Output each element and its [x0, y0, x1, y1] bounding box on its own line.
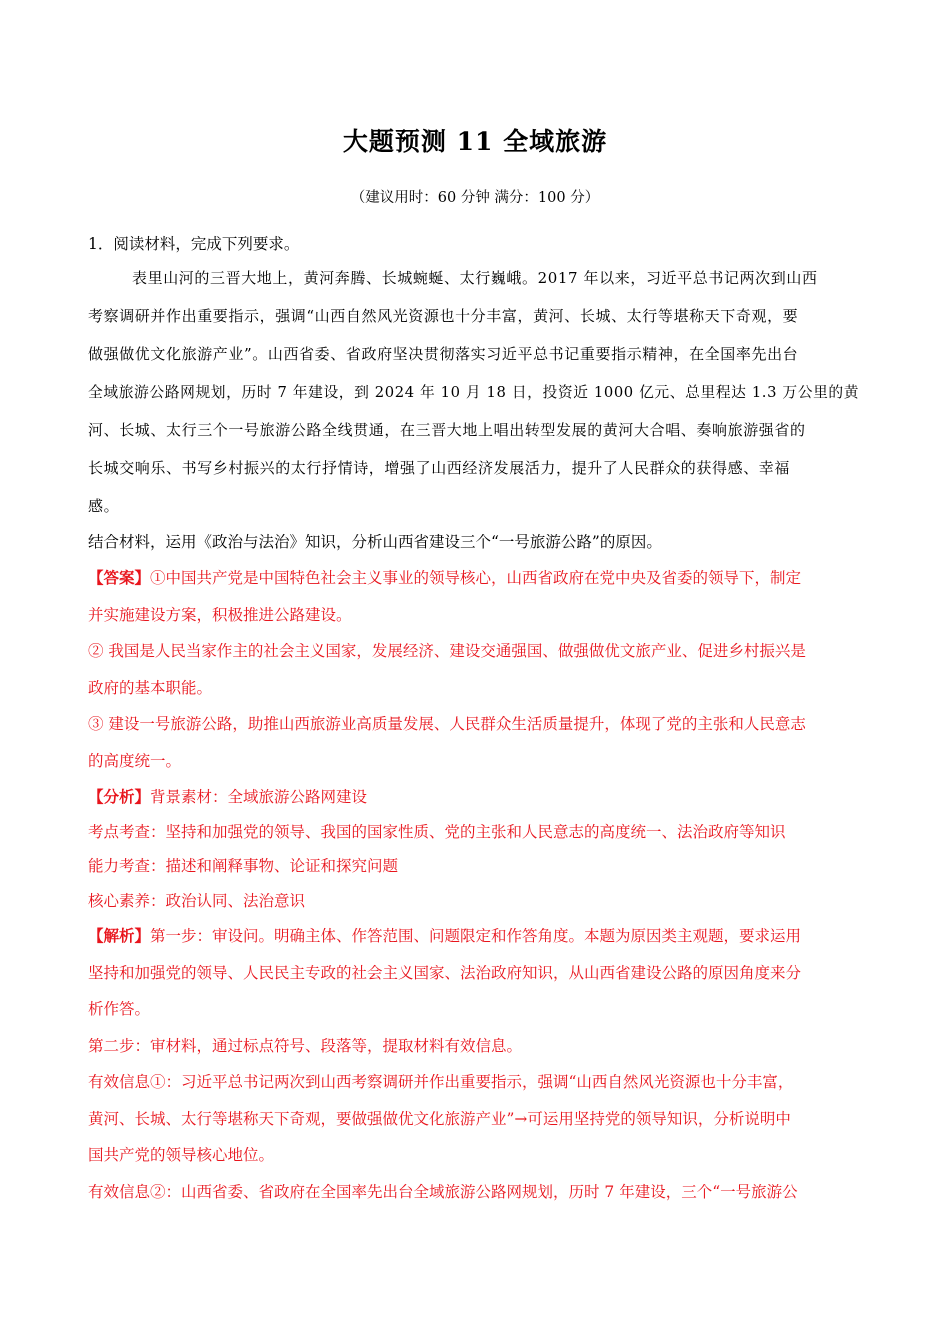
page-subtitle: （建议用时：60 分钟 满分：100 分） — [350, 190, 600, 206]
explanation-label: 【解析】 — [88, 926, 151, 945]
material-line: 做强做优文化旅游产业”。山西省委、省政府坚决贯彻落实习近平总书记重要指示精神，在全国率先出台 — [88, 345, 799, 363]
material-line: 长城交响乐、书写乡村振兴的太行抒情诗，增强了山西经济发展活力，提升了人民群众的获得感、幸福 — [88, 459, 791, 477]
explanation-line: 有效信息①：习近平总书记两次到山西考察调研并作出重要指示，强调“山西自然风光资源也十分丰富， — [88, 1073, 794, 1091]
answer-line: ② 我国是人民当家作主的社会主义国家，发展经济、建设交通强国、做强做优文旅产业、促进乡村振兴是 — [88, 642, 806, 660]
material-line: 河、长城、太行三个一号旅游公路全线贯通，在三晋大地上唱出转型发展的黄河大合唱、奏响旅游强省的 — [88, 421, 806, 439]
explanation-line: 析作答。 — [88, 1000, 151, 1018]
material-line: 全域旅游公路网规划，历时 7 年建设，到 2024 年 10 月 18 日，投资近 1000 亿元、总里程达 1.3 万公里的黄 — [88, 384, 860, 401]
answer-line: ①中国共产党是中国特色社会主义事业的领导核心，山西省政府在党中央及省委的领导下，制定 — [150, 569, 802, 587]
explanation-line: 第一步：审设问。明确主体、作答范围、问题限定和作答角度。本题为原因类主观题，要求运用 — [150, 927, 802, 945]
answer-line: 政府的基本职能。 — [88, 679, 213, 697]
explanation-line: 黄河、长城、太行等堪称天下奇观，要做强做优文化旅游产业”→可运用坚持党的领导知识，分析说明中 — [88, 1110, 791, 1128]
explanation-line: 有效信息②：山西省委、省政府在全国率先出台全域旅游公路网规划，历时 7 年建设，三个“一号旅游公 — [88, 1183, 798, 1201]
question-prompt: 结合材料，运用《政治与法治》知识，分析山西省建设三个“一号旅游公路”的原因。 — [88, 533, 662, 551]
analysis-points: 考点考查：坚持和加强党的领导、我国的国家性质、党的主张和人民意志的高度统一、法治政府等知识 — [88, 823, 786, 841]
explanation-line: 第二步：审材料，通过标点符号、段落等，提取材料有效信息。 — [88, 1037, 523, 1055]
analysis-literacy: 核心素养：政治认同、法治意识 — [88, 892, 306, 910]
page-title: 大题预测 11 全域旅游 — [342, 127, 608, 156]
explanation-line: 坚持和加强党的领导、人民民主专政的社会主义国家、法治政府知识，从山西省建设公路的原因角度来分 — [88, 964, 802, 982]
material-line: 感。 — [88, 497, 120, 515]
answer-line: 的高度统一。 — [88, 752, 182, 770]
explanation-line: 国共产党的领导核心地位。 — [88, 1146, 275, 1164]
material-line: 考察调研并作出重要指示，强调“山西自然风光资源也十分丰富，黄河、长城、太行等堪称天下奇观，要 — [88, 307, 799, 325]
answer-label: 【答案】 — [88, 568, 151, 587]
analysis-background: 背景素材：全域旅游公路网建设 — [150, 788, 368, 806]
answer-line: ③ 建设一号旅游公路，助推山西旅游业高质量发展、人民群众生活质量提升，体现了党的主张和人民意志 — [88, 715, 806, 733]
answer-line: 并实施建设方案，积极推进公路建设。 — [88, 606, 352, 624]
analysis-label: 【分析】 — [88, 787, 151, 806]
analysis-ability: 能力考查：描述和阐释事物、论证和探究问题 — [88, 857, 399, 875]
material-line: 表里山河的三晋大地上，黄河奔腾、长城蜿蜒、太行巍峨。2017 年以来，习近平总书记两次到山西 — [132, 269, 818, 287]
question-intro: 1．阅读材料，完成下列要求。 — [88, 235, 300, 253]
